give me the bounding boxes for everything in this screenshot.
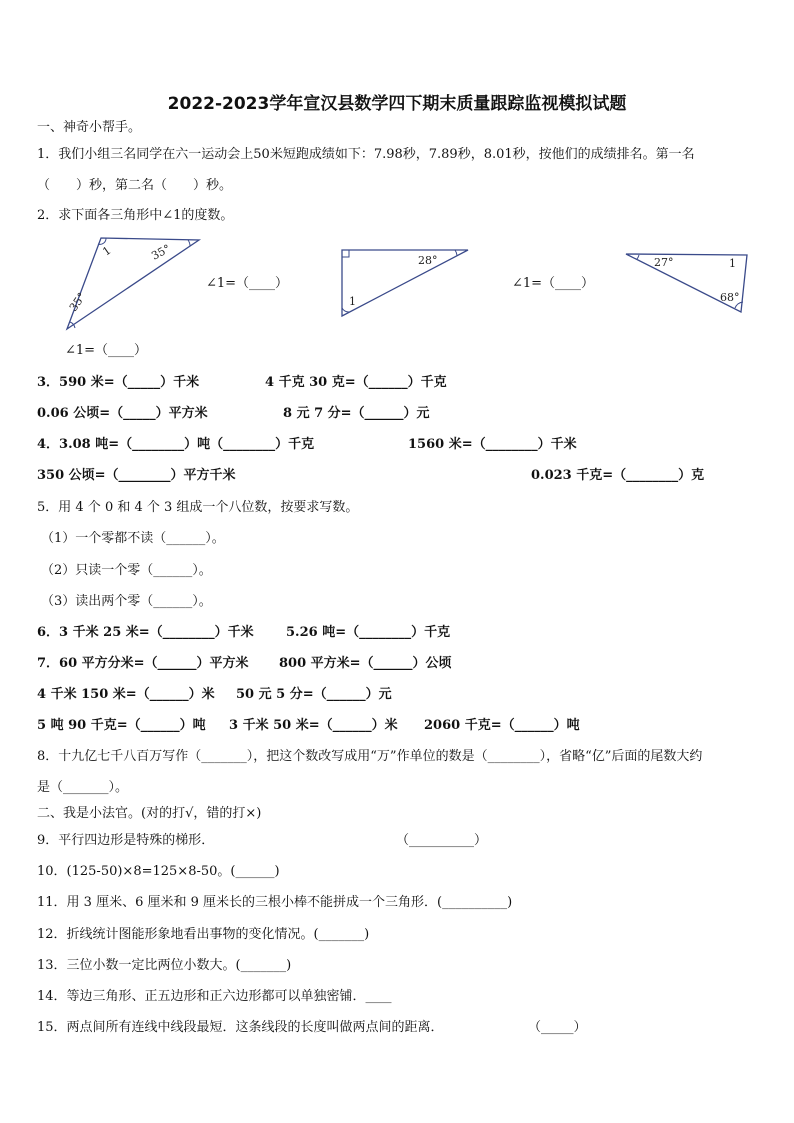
q13: 13．三位小数一定比两位小数大。(_______) — [37, 958, 292, 973]
q1-line2: （ ）秒，第二名（ ）秒。 — [37, 178, 233, 193]
q2-stem: 2．求下面各三角形中∠1的度数。 — [37, 208, 234, 223]
q3-d: 8 元 7 分=（______）元 — [283, 406, 430, 421]
q7-c: 4 千米 150 米=（______）米 — [37, 687, 215, 702]
q7-f: 3 千米 50 米=（______）米 — [229, 718, 398, 733]
tri3-angle-left-label: 27° — [654, 256, 674, 269]
q14: 14．等边三角形、正五边形和正六边形都可以单独密铺．____ — [37, 989, 392, 1004]
page-title: 2022-2023学年宣汉县数学四下期末质量跟踪监视模拟试题 — [167, 94, 627, 114]
tri1-answer: ∠1=（____） — [206, 276, 289, 291]
q6-b: 5.26 吨=（________）千克 — [286, 625, 451, 640]
q15-blank: （_____） — [528, 1020, 587, 1035]
triangle-figure-1 — [60, 232, 210, 334]
q7-d: 50 元 5 分=（______）元 — [236, 687, 392, 702]
q8-line2: 是（_______）。 — [37, 780, 129, 795]
tri2-angle-top-label: 28° — [418, 254, 438, 267]
q4-d: 0.023 千克=（________）克 — [531, 468, 705, 483]
tri2-angle-1-label: 1 — [349, 295, 356, 308]
q3-c: 0.06 公顷=（_____）平方米 — [37, 406, 208, 421]
q3-b: 4 千克 30 克=（______）千克 — [265, 375, 447, 390]
q7-e: 5 吨 90 千克=（______）吨 — [37, 718, 206, 733]
q5-part2: （2）只读一个零（______）。 — [41, 563, 212, 578]
q7-g: 2060 千克=（______）吨 — [424, 718, 580, 733]
tri1-angle-bottom-label: 35° — [66, 290, 89, 314]
q6-a: 6．3 千米 25 米=（________）千米 — [37, 625, 254, 640]
section-2-heading: 二、我是小法官。(对的打√，错的打×) — [37, 806, 262, 821]
triangle-figure-2 — [338, 246, 474, 320]
q3-a: 3．590 米=（_____）千米 — [37, 375, 200, 390]
q12: 12．折线统计图能形象地看出事物的变化情况。(_______) — [37, 927, 370, 942]
tri3-angle-1-label: 1 — [729, 257, 736, 270]
q10: 10．(125-50)×8=125×8-50。(______) — [37, 864, 280, 879]
q15-text: 15．两点间所有连线中线段最短．这条线段的长度叫做两点间的距离． — [37, 1020, 444, 1035]
q5-stem: 5．用 4 个 0 和 4 个 3 组成一个八位数，按要求写数。 — [37, 500, 359, 515]
q5-part3: （3）读出两个零（______）。 — [41, 594, 212, 609]
q1-line1: 1．我们小组三名同学在六一运动会上50米短跑成绩如下：7.98秒，7.89秒，8.01秒，按他们的成绩排名。第一名 — [37, 147, 695, 162]
q7-b: 800 平方米=（______）公顷 — [279, 656, 452, 671]
q5-part1: （1）一个零都不读（______）。 — [41, 531, 225, 546]
q8-line1: 8．十九亿七千八百万写作（_______），把这个数改写成用“万”作单位的数是（________），省略“亿”后面的尾数大约 — [37, 749, 703, 764]
tri1-angle-top-label: 35° — [149, 242, 173, 263]
triangle-figure-3 — [622, 250, 754, 318]
tri1-angle-1-label: 1 — [100, 243, 114, 259]
q4-b: 1560 米=（________）千米 — [408, 437, 577, 452]
q4-a: 4．3.08 吨=（________）吨（________）千克 — [37, 437, 315, 452]
q4-c: 350 公顷=（________）平方千米 — [37, 468, 236, 483]
tri3-angle-bottom-label: 68° — [720, 291, 740, 304]
q7-a: 7．60 平方分米=（______）平方米 — [37, 656, 249, 671]
q11: 11．用 3 厘米、6 厘米和 9 厘米长的三根小棒不能拼成一个三角形．(__________) — [37, 895, 513, 910]
tri2-answer: ∠1=（____） — [512, 276, 595, 291]
q9-text: 9．平行四边形是特殊的梯形． — [37, 833, 215, 848]
q9-blank: （__________） — [396, 833, 488, 848]
tri3-answer: ∠1=（____） — [65, 343, 148, 358]
section-1-heading: 一、神奇小帮手。 — [37, 120, 142, 135]
